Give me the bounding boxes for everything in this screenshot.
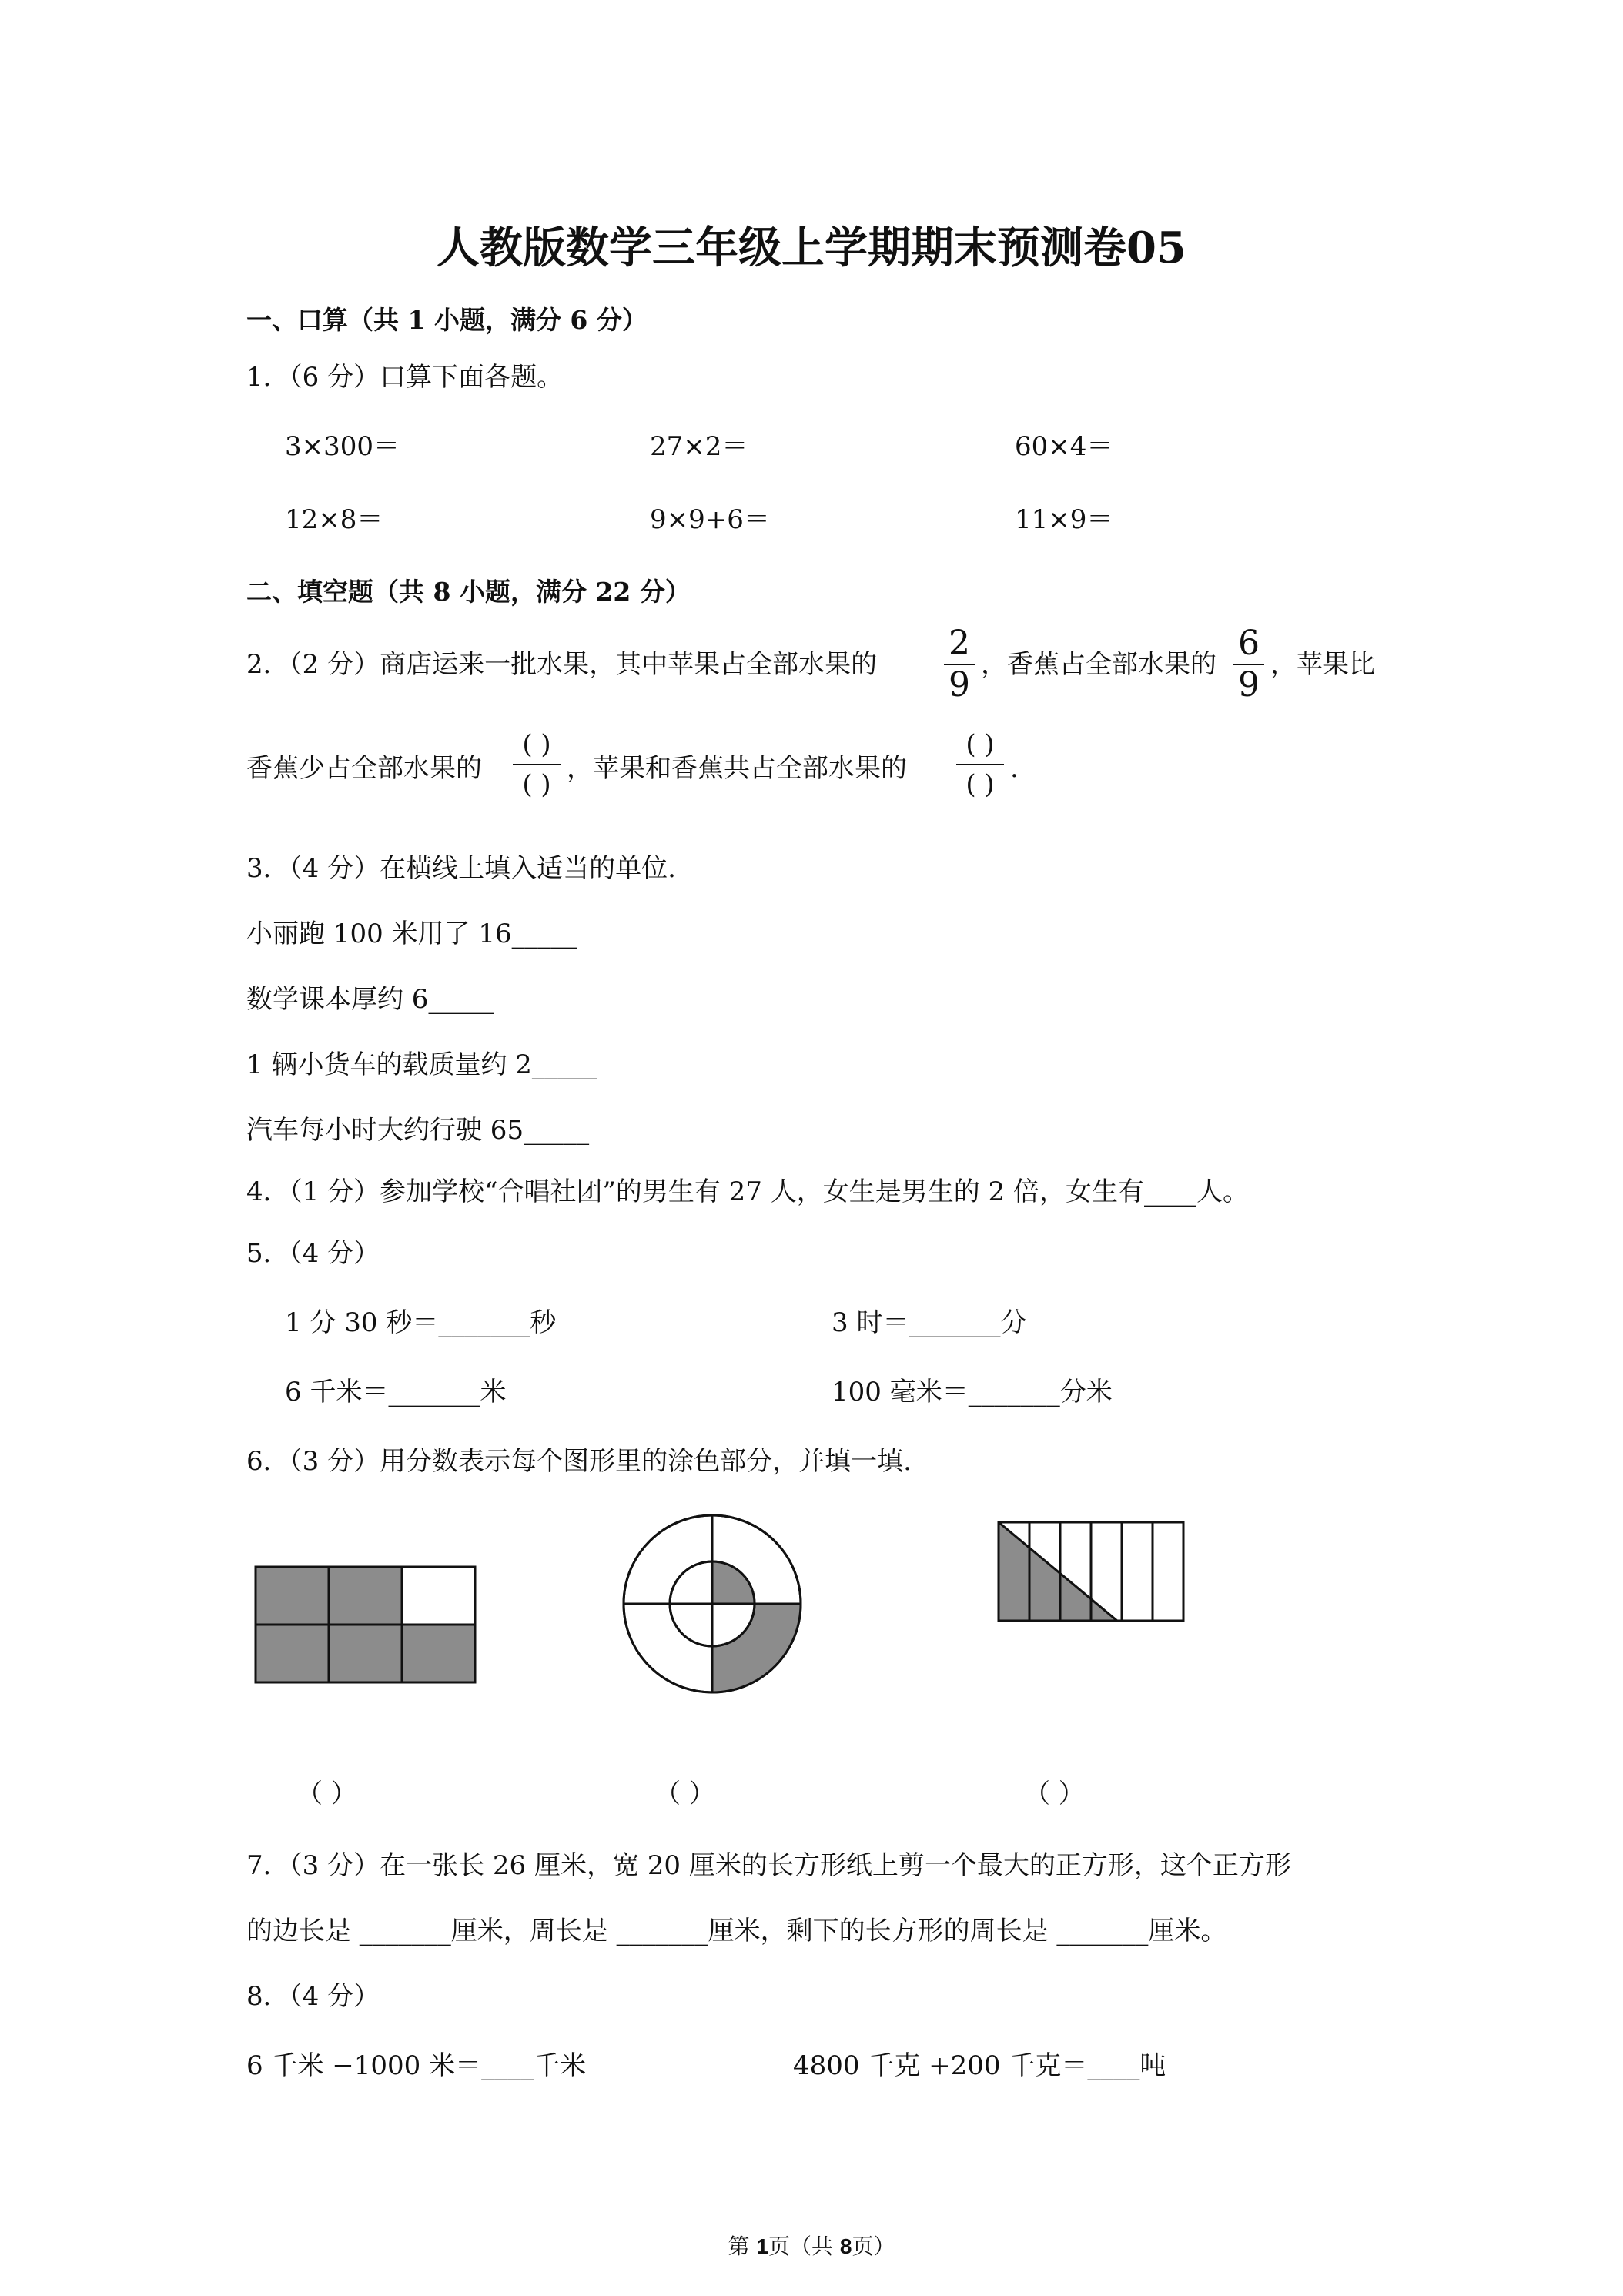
q5-item: 100 毫米＝_______分米 [832, 1377, 1113, 1407]
q8-stem: 8．（4 分） [246, 1981, 380, 2012]
answer-fraction-blank[interactable] [510, 730, 564, 799]
answer-fraction-blank[interactable] [953, 730, 1007, 799]
figure-striped-rectangle [997, 1521, 1186, 1622]
footer-suffix: 页） [852, 2234, 895, 2259]
page-footer [0, 2230, 1623, 2261]
fraction-six-ninths [1233, 625, 1264, 704]
q6-answer-blank[interactable]: （ ） [296, 1779, 357, 1809]
q5-item: 6 千米＝_______米 [285, 1377, 507, 1407]
q5-item: 1 分 30 秒＝_______秒 [285, 1307, 557, 1338]
q6-answer-blank[interactable]: （ ） [1024, 1779, 1085, 1809]
footer-page-number: 1 [756, 2234, 768, 2258]
fraction-numerator: 2 [949, 624, 970, 663]
q1-item: 60×4＝ [1015, 431, 1113, 462]
fraction-two-ninths [944, 625, 975, 704]
q2-line2-part1: 香蕉少占全部水果的 [246, 753, 482, 784]
q4-text: 4．（1 分）参加学校“合唱社团”的男生有 27 人，女生是男生的 2 倍，女生有____人。 [246, 1176, 1249, 1207]
q5-item: 3 时＝_______分 [832, 1307, 1027, 1338]
fraction-bar [956, 764, 1004, 765]
q2-line1-part3: ，苹果比 [1270, 649, 1375, 680]
q7-line2: 的边长是 _______厘米，周长是 _______厘米，剩下的长方形的周长是 _______厘米。 [246, 1916, 1227, 1946]
q3-line: 汽车每小时大约行驶 65_____ [246, 1115, 590, 1146]
q2-line2-part2: ，苹果和香蕉共占全部水果的 [567, 753, 907, 784]
q2-line1-part2: ，香蕉占全部水果的 [981, 649, 1216, 680]
section-2-heading: 二、填空题（共 8 小题，满分 22 分） [246, 577, 691, 607]
q1-item: 9×9+6＝ [650, 504, 770, 535]
fraction-bar [513, 764, 561, 765]
q1-item: 3×300＝ [285, 431, 400, 462]
footer-total-pages: 8 [839, 2234, 852, 2258]
q3-stem: 3．（4 分）在横线上填入适当的单位. [246, 853, 676, 884]
grid-cell-shaded [329, 1567, 402, 1625]
blank-denominator: ( ) [522, 769, 551, 800]
q2-line2-end: . [1010, 753, 1019, 784]
blank-numerator: ( ) [965, 729, 995, 760]
q7-line1: 7．（3 分）在一张长 26 厘米，宽 20 厘米的长方形纸上剪一个最大的正方形，这个正方形 [246, 1850, 1291, 1881]
q6-answer-blank[interactable]: （ ） [654, 1779, 715, 1809]
q3-line: 1 辆小货车的载质量约 2_____ [246, 1049, 597, 1080]
footer-prefix: 第 [728, 2234, 757, 2259]
grid-cell-shaded [402, 1625, 475, 1682]
grid-cell-empty [402, 1567, 475, 1625]
figure-shaded-grid [254, 1565, 477, 1684]
blank-denominator: ( ) [965, 769, 995, 800]
fraction-numerator: 6 [1238, 624, 1260, 663]
q3-line: 小丽跑 100 米用了 16_____ [246, 919, 577, 949]
q5-stem: 5．（4 分） [246, 1238, 380, 1269]
q6-stem: 6．（3 分）用分数表示每个图形里的涂色部分，并填一填. [246, 1446, 912, 1477]
grid-cell-shaded [329, 1625, 402, 1682]
grid-cell-shaded [256, 1625, 329, 1682]
section-1-heading: 一、口算（共 1 小题，满分 6 分） [246, 305, 648, 335]
q8-item: 6 千米 −1000 米＝____千米 [246, 2050, 587, 2081]
figure-concentric-circles [620, 1511, 805, 1696]
q8-item: 4800 千克 +200 千克＝____吨 [793, 2050, 1166, 2081]
grid-cell-shaded [256, 1567, 329, 1625]
q2-line1-part1: 2．（2 分）商店运来一批水果，其中苹果占全部水果的 [246, 649, 878, 680]
q1-item: 12×8＝ [285, 504, 383, 535]
blank-numerator: ( ) [522, 729, 551, 760]
fraction-denominator: 9 [949, 665, 970, 705]
q1-item: 27×2＝ [650, 431, 748, 462]
q3-line: 数学课本厚约 6_____ [246, 984, 494, 1015]
footer-middle: 页（共 [768, 2234, 840, 2259]
page-title: 人教版数学三年级上学期期末预测卷05 [437, 223, 1186, 273]
q1-item: 11×9＝ [1015, 504, 1113, 535]
q1-stem: 1．（6 分）口算下面各题。 [246, 362, 564, 393]
fraction-denominator: 9 [1238, 665, 1260, 705]
